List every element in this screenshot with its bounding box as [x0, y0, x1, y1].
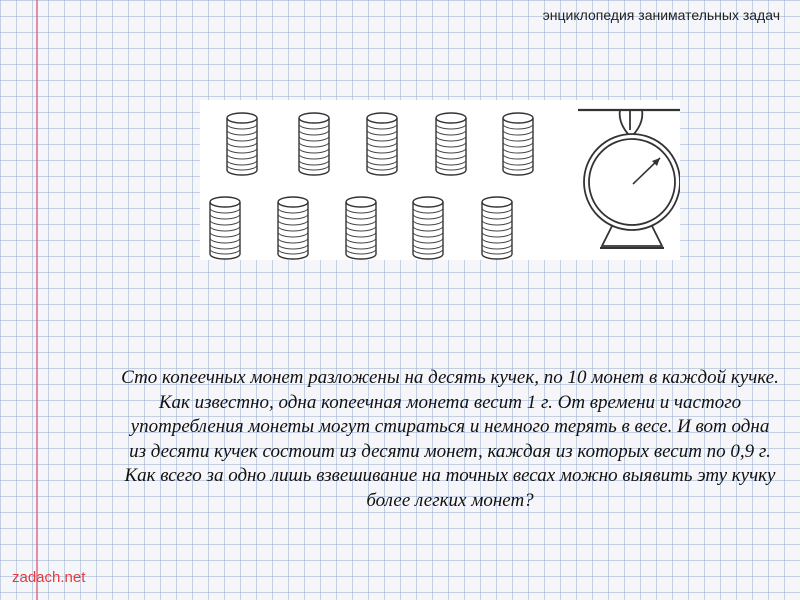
coin-pile-5	[503, 113, 533, 175]
coin-pile-2	[299, 113, 329, 175]
coin-pile-3	[367, 113, 397, 175]
coin-pile-7	[278, 197, 308, 259]
coin-pile-9	[413, 197, 443, 259]
problem-text: Сто копеечных монет разложены на десять кучек, по 10 монет в каждой кучке. Как известно, одна копеечная монета весит 1 г. От времени и частого употребления монеты могут стираться и немного терять в весе. И вот одна из десяти кучек состоит из десяти монет, каждая из которых весит по 0,9 г. Как всего за одно лишь взвешивание на точных весах можно выявить эту кучку более легких монет?	[121, 367, 779, 511]
illustration-svg	[200, 100, 680, 260]
coin-pile-1	[227, 113, 257, 175]
notebook-margin-line	[36, 0, 38, 600]
coin-pile-4	[436, 113, 466, 175]
coin-pile-8	[346, 197, 376, 259]
header-title: энциклопедия занимательных задач	[542, 7, 780, 23]
coin-pile-6	[210, 197, 240, 259]
coin-pile-10	[482, 197, 512, 259]
illustration	[200, 100, 680, 260]
dial-scale-icon	[578, 110, 680, 248]
site-link[interactable]: zadach.net	[12, 569, 86, 586]
